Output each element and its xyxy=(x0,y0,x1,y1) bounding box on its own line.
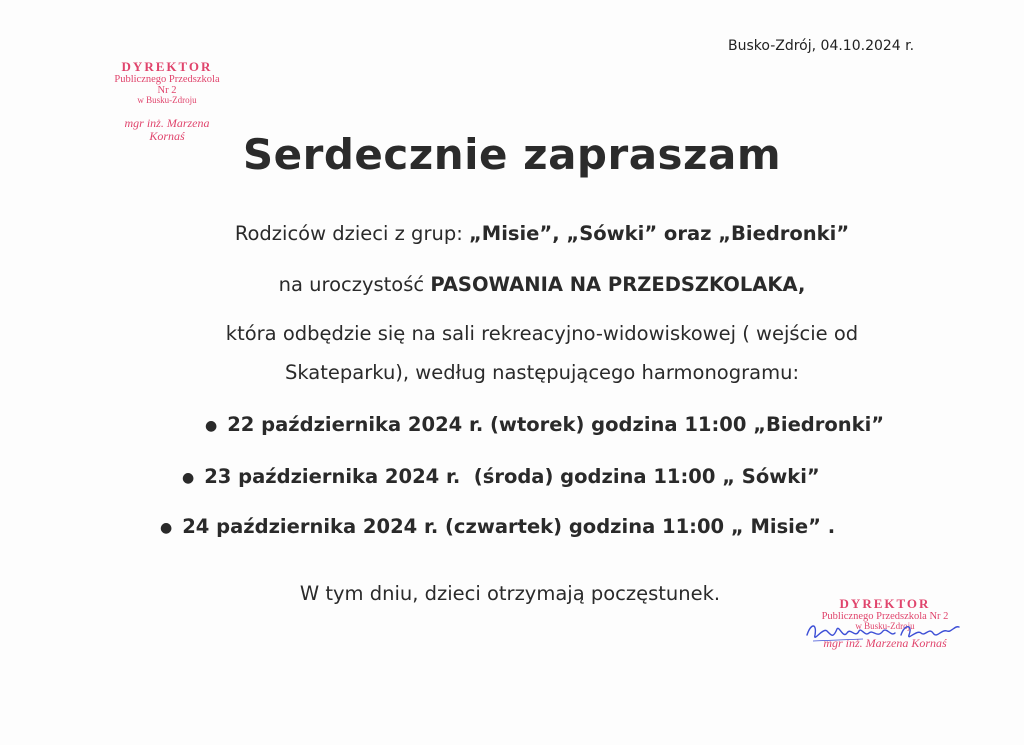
stamp-line-1: Publicznego Przedszkola Nr 2 xyxy=(821,610,949,622)
stamp-name: mgr inż. Marzena Kornaś xyxy=(823,636,947,651)
occasion-line xyxy=(30,273,1024,296)
invite-prefix: Rodziców dzieci z grup: xyxy=(234,222,469,245)
bullet-icon: ● xyxy=(160,520,173,536)
occasion-event: PASOWANIA NA PRZEDSZKOLAKA, xyxy=(430,273,806,296)
schedule-item-text: 23 października 2024 r. (środa) godzina 11:00 „ Sówki” xyxy=(204,465,820,488)
venue-line-2: Skateparku), według następującego harmonogramu: xyxy=(284,361,800,384)
bullet-icon: ● xyxy=(205,418,218,434)
stamp-line-1: Publicznego Przedszkola Nr 2 xyxy=(114,73,220,96)
stamp-name: mgr inż. Marzena Kornaś xyxy=(124,116,210,143)
stamp-line-2: w Busku-Zdroju xyxy=(855,620,915,631)
occasion-prefix: na uroczystość xyxy=(278,273,431,296)
schedule-item xyxy=(160,515,835,538)
date-line: Busko-Zdrój, 04.10.2024 r. xyxy=(728,38,915,54)
bullet-icon: ● xyxy=(182,470,195,486)
stamp-title: DYREKTOR xyxy=(839,596,931,611)
stamp-title: DYREKTOR xyxy=(121,59,213,74)
closing-line: W tym dniu, dzieci otrzymają poczęstunek. xyxy=(299,582,721,605)
schedule-item xyxy=(205,413,884,436)
stamp-line-2: w Busku-Zdroju xyxy=(137,94,197,105)
schedule-item-text: 22 października 2024 r. (wtorek) godzina 11:00 „Biedronki” xyxy=(227,413,885,436)
page-title: Serdecznie zapraszam xyxy=(242,130,782,179)
invite-groups: „Misie”, „Sówki” oraz „Biedronki” xyxy=(468,222,850,245)
invite-line xyxy=(30,222,1024,245)
handwritten-signature xyxy=(803,617,963,647)
schedule-item xyxy=(182,465,820,488)
venue-line-1: która odbędzie się na sali rekreacyjno-widowiskowej ( wejście od xyxy=(225,322,859,345)
schedule-item-text: 24 października 2024 r. (czwartek) godzina 11:00 „ Misie” . xyxy=(182,515,836,538)
